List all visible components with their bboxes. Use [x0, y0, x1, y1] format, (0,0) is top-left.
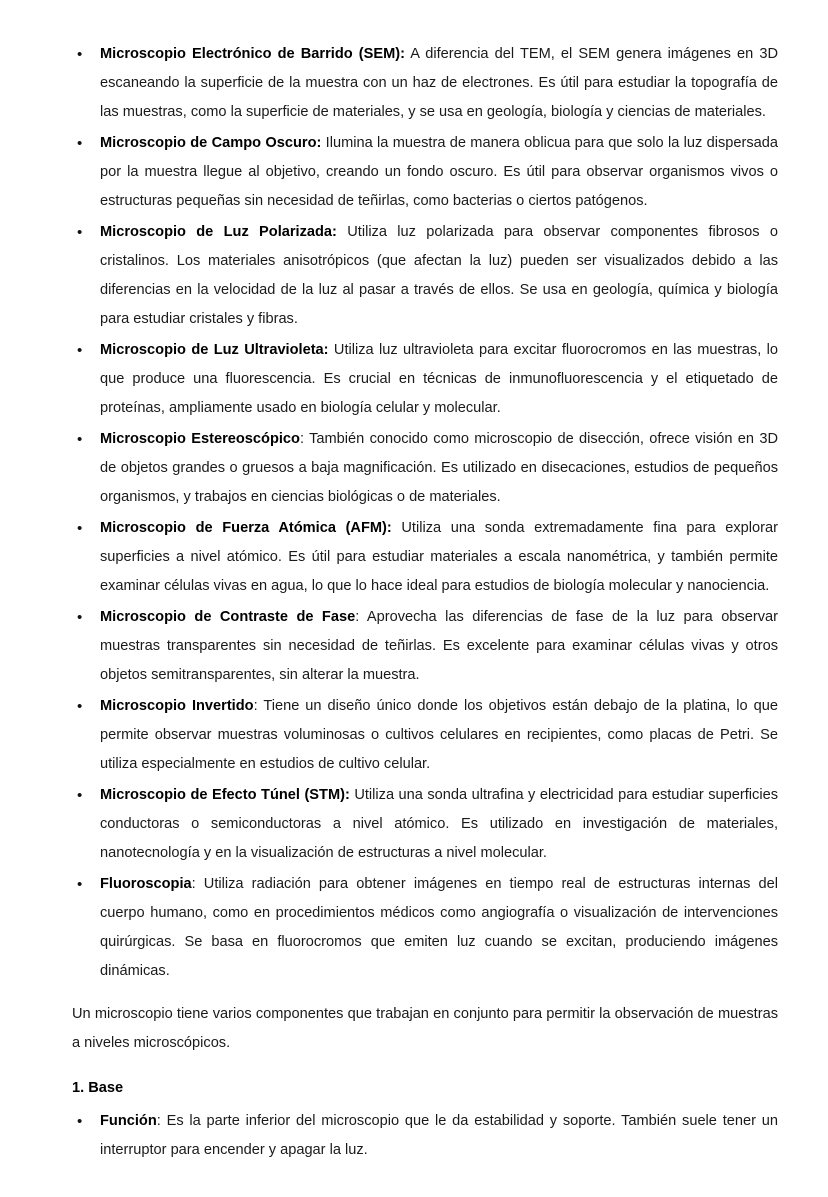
list-item-text [100, 781, 778, 868]
bullet-icon: • [77, 342, 83, 359]
list-item-body: : Es la parte inferior del microscopio que le da estabilidad y soporte. También suele tener un interruptor para encender y apagar la luz. [100, 1113, 778, 1158]
list-item-text [100, 1107, 778, 1165]
bullet-icon: • [77, 609, 83, 626]
bullet-icon: • [77, 46, 83, 63]
section-items-list [50, 1107, 778, 1165]
list-item-body: Utiliza una sonda extremadamente fina para explorar superficies a nivel atómico. Es útil para estudiar materiales a escala nanométrica, y también permite examinar células vivas en agua, lo que lo hace ideal para estudios de biología molecular y nanociencia. [100, 520, 778, 594]
list-item-text [100, 336, 778, 423]
list-item-text [100, 40, 778, 127]
list-item-body: : Utiliza radiación para obtener imágenes en tiempo real de estructuras internas del cuerpo humano, como en procedimientos médicos como angiografía o visualización de intervenciones quirúrgicas. Se basa en fluorocromos que emiten luz cuando se excitan, produciendo imágenes dinámicas. [100, 876, 778, 979]
list-item-lead: Microscopio de Fuerza Atómica (AFM): [100, 520, 392, 536]
list-item-text [100, 603, 778, 690]
list-item-text [100, 514, 778, 601]
list-item-lead: Microscopio Invertido [100, 698, 254, 714]
list-item-body: Ilumina la muestra de manera oblicua para que solo la luz dispersada por la muestra llegue al objetivo, creando un fondo oscuro. Es útil para observar organismos vivos o estructuras pequeñas sin necesidad de teñirlas, como bacterias o ciertos patógenos. [100, 135, 778, 209]
list-item [50, 692, 778, 779]
list-item-lead: Microscopio de Luz Polarizada: [100, 224, 337, 240]
list-item-text [100, 129, 778, 216]
list-item [50, 218, 778, 334]
bullet-icon: • [77, 520, 83, 537]
list-item-lead: Microscopio de Campo Oscuro: [100, 135, 322, 151]
list-item-text [100, 692, 778, 779]
list-item-lead: Fluoroscopia [100, 876, 192, 892]
list-item-body: : Tiene un diseño único donde los objetivos están debajo de la platina, lo que permite observar muestras voluminosas o cultivos celulares en recipientes, como placas de Petri. Se utiliza especialmente en estudios de cultivo celular. [100, 698, 778, 772]
list-item-lead: Microscopio Electrónico de Barrido (SEM): [100, 46, 405, 62]
bullet-icon: • [77, 787, 83, 804]
list-item-body: Utiliza luz polarizada para observar componentes fibrosos o cristalinos. Los materiales anisotrópicos (que afectan la luz) pueden ser visualizados debido a las diferencias en la velocidad de la luz al pasar a través de ellos. Se usa en geología, química y biología para estudiar cristales y fibras. [100, 224, 778, 327]
list-item-body: Utiliza una sonda ultrafina y electricidad para estudiar superficies conductoras o semiconductoras a nivel atómico. Es utilizado en investigación de materiales, nanotecnología y en la visualización de estructuras a nivel molecular. [100, 787, 778, 861]
list-item [50, 336, 778, 423]
bullet-icon: • [77, 135, 83, 152]
list-item [50, 40, 778, 127]
list-item-lead: Función [100, 1113, 157, 1129]
list-item-body: : También conocido como microscopio de disección, ofrece visión en 3D de objetos grandes o gruesos a baja magnificación. Es utilizado en disecaciones, estudios de pequeños organismos, y trabajos en ciencias biológicas o de materiales. [100, 431, 778, 505]
list-item [50, 1107, 778, 1165]
list-item [50, 603, 778, 690]
section-heading: 1. Base [72, 1080, 124, 1096]
list-item [50, 514, 778, 601]
list-item-body: Utiliza luz ultravioleta para excitar fluorocromos en las muestras, lo que produce una fluorescencia. Es crucial en técnicas de inmunofluorescencia y el etiquetado de proteínas, ampliamente usado en biología celular y molecular. [100, 342, 778, 416]
list-item-text [100, 218, 778, 334]
bullet-icon: • [77, 431, 83, 448]
list-item-lead: Microscopio de Efecto Túnel (STM): [100, 787, 350, 803]
transition-paragraph: Un microscopio tiene varios componentes que trabajan en conjunto para permitir la observación de muestras a niveles microscópicos. [72, 1006, 778, 1051]
list-item-body: A diferencia del TEM, el SEM genera imágenes en 3D escaneando la superficie de la muestra con un haz de electrones. Es útil para estudiar la topografía de las muestras, como la superficie de materiales, y se usa en geología, biología y ciencias de materiales. [100, 46, 778, 120]
list-item-lead: Microscopio de Contraste de Fase [100, 609, 356, 625]
list-item [50, 425, 778, 512]
list-item [50, 870, 778, 986]
list-item [50, 129, 778, 216]
list-item-text [100, 425, 778, 512]
list-item-lead: Microscopio Estereoscópico [100, 431, 300, 447]
bullet-icon: • [77, 1113, 83, 1130]
microscope-types-list [50, 40, 778, 986]
bullet-icon: • [77, 698, 83, 715]
list-item [50, 781, 778, 868]
bullet-icon: • [77, 224, 83, 241]
list-item-body: : Aprovecha las diferencias de fase de la luz para observar muestras transparentes sin necesidad de teñirlas. Es excelente para examinar células vivas y otros objetos semitransparentes, sin alterar la muestra. [100, 609, 778, 683]
bullet-icon: • [77, 876, 83, 893]
list-item-text [100, 870, 778, 986]
list-item-lead: Microscopio de Luz Ultravioleta: [100, 342, 329, 358]
